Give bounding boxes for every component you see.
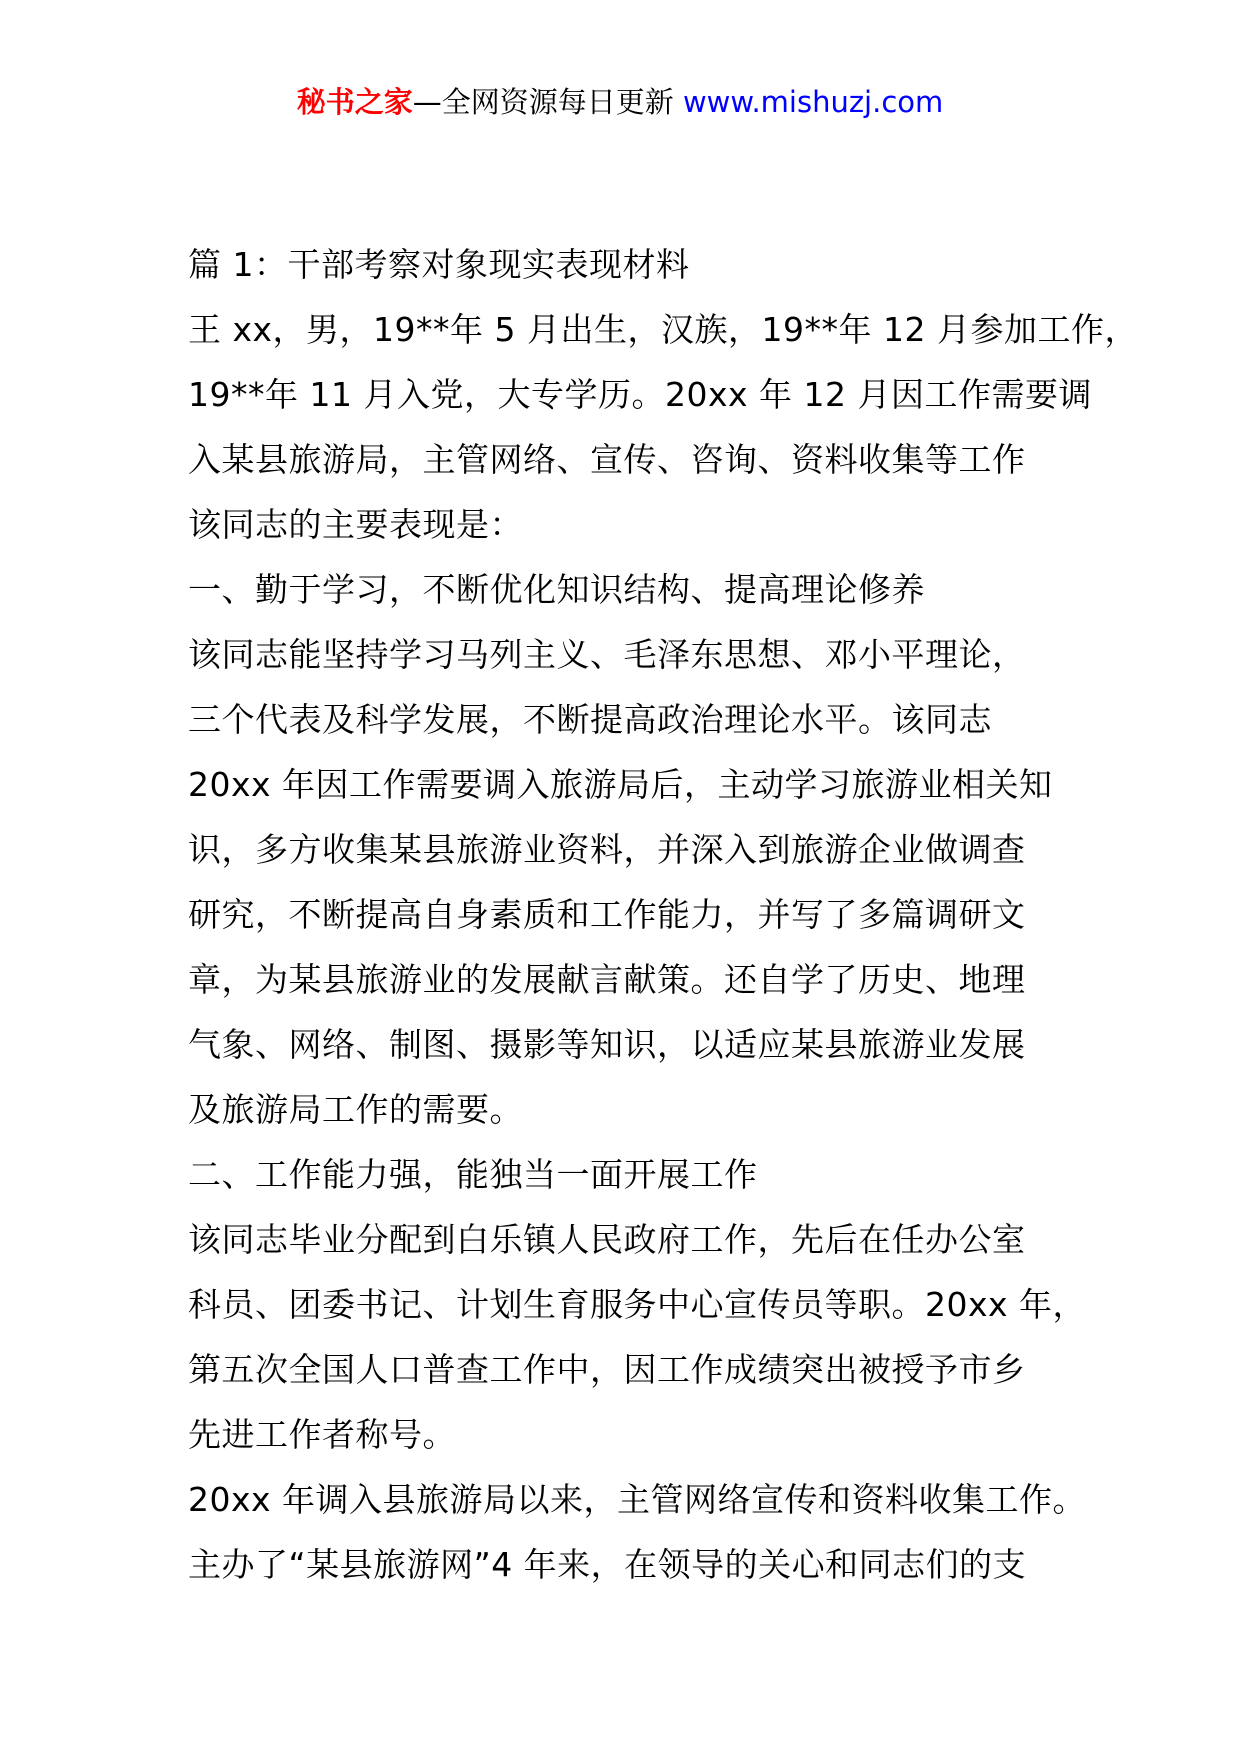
text-line: 科员、团委书记、计划生育服务中心宣传员等职。20xx 年， (188, 1285, 1087, 1324)
text-line: 三个代表及科学发展，不断提高政治理论水平。该同志 (188, 700, 992, 739)
text-line: 王 xx，男，19**年 5 月出生，汉族，19**年 12 月参加工作， (188, 310, 1138, 349)
brand-name: 秘书之家 (296, 85, 413, 119)
page-header (0, 82, 1240, 122)
text-line: 第五次全国人口普查工作中，因工作成绩突出被授予市乡 (188, 1350, 1026, 1389)
site-url-link[interactable]: www.mishuzj.com (682, 85, 944, 119)
text-line: 主办了“某县旅游网”4 年来，在领导的关心和同志们的支 (188, 1545, 1027, 1584)
text-line: 及旅游局工作的需要。 (188, 1090, 523, 1129)
document-title: 篇 1：干部考察对象现实表现材料 (188, 245, 690, 284)
text-line: 该同志的主要表现是： (188, 505, 523, 544)
text-line: 19**年 11 月入党，大专学历。20xx 年 12 月因工作需要调 (188, 375, 1092, 414)
text-line: 该同志能坚持学习马列主义、毛泽东思想、邓小平理论， (188, 635, 1026, 674)
text-line: 20xx 年调入县旅游局以来，主管网络宣传和资料收集工作。 (188, 1480, 1087, 1519)
text-line: 气象、网络、制图、摄影等知识，以适应某县旅游业发展 (188, 1025, 1026, 1064)
text-line: 20xx 年因工作需要调入旅游局后，主动学习旅游业相关知 (188, 765, 1053, 804)
text-line: 章，为某县旅游业的发展献言献策。还自学了历史、地理 (188, 960, 1026, 999)
text-line: 入某县旅游局，主管网络、宣传、咨询、资料收集等工作 (188, 440, 1026, 479)
header-tagline: —全网资源每日更新 (412, 85, 683, 119)
text-line: 该同志毕业分配到白乐镇人民政府工作，先后在任办公室 (188, 1220, 1026, 1259)
section-heading: 一、勤于学习，不断优化知识结构、提高理论修养 (188, 570, 925, 609)
text-line: 识，多方收集某县旅游业资料，并深入到旅游企业做调查 (188, 830, 1026, 869)
section-heading: 二、工作能力强，能独当一面开展工作 (188, 1155, 758, 1194)
document-body (188, 232, 1138, 1597)
text-line: 先进工作者称号。 (188, 1415, 456, 1454)
text-line: 研究，不断提高自身素质和工作能力，并写了多篇调研文 (188, 895, 1026, 934)
